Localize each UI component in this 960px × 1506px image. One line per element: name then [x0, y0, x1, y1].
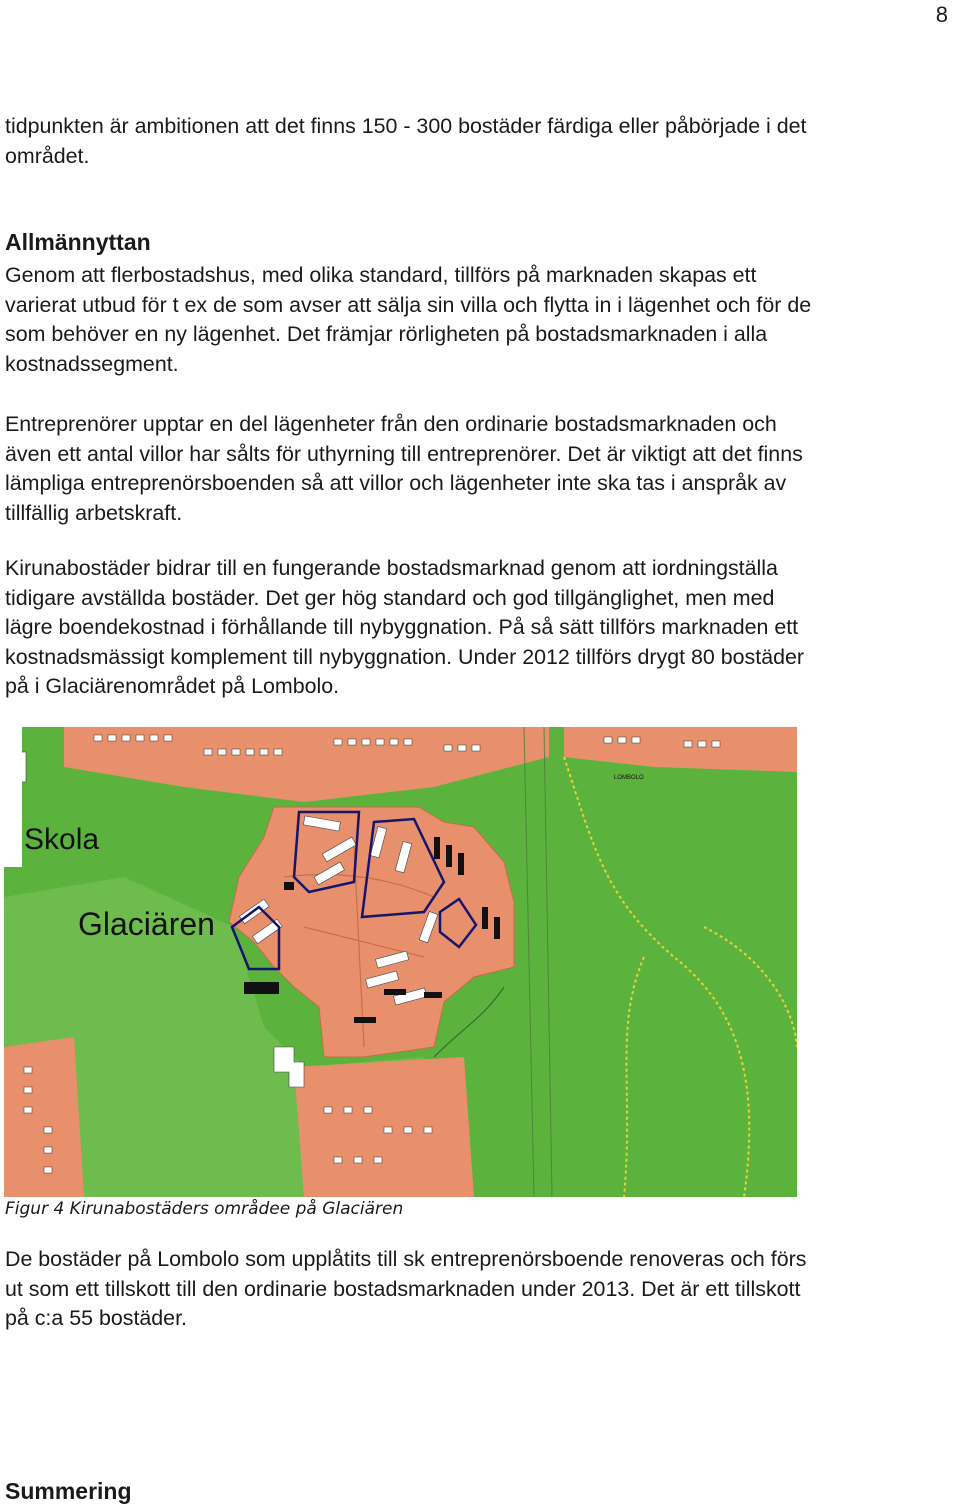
- paragraph-housing-supply: [5, 261, 955, 379]
- map-label-school: Skola: [24, 823, 100, 856]
- text-line: ut som ett tillskott till den ordinarie bostadsmarknaden under 2013. Det är ett tillskott: [5, 1276, 801, 1301]
- map-label-area: Glaciären: [78, 906, 215, 942]
- intro-paragraph: [5, 112, 955, 171]
- text-line: tidpunkten är ambitionen att det finns 150 - 300 bostäder färdiga eller påbörjade i det: [5, 114, 807, 138]
- section-heading: Allmännyttan: [5, 229, 151, 255]
- text-line: kostnadssegment.: [5, 351, 179, 376]
- next-section-heading: Summering: [5, 1478, 132, 1504]
- page-number: 8: [935, 2, 948, 27]
- text-line: kostnadsmässigt komplement till nybyggnation. Under 2012 tillförs drygt 80 bostäder: [5, 644, 805, 669]
- text-line: tidigare avställda bostäder. Det ger hög standard och god tillgänglighet, men med: [5, 585, 775, 610]
- text-line: lägre boendekostnad i förhållande till nybyggnation. På så sätt tillförs marknaden ett: [5, 615, 799, 640]
- map-edge-strip: [4, 727, 22, 867]
- paragraph-contractors: [5, 410, 955, 528]
- paragraph-kirunabostader: [5, 554, 955, 702]
- text-line: Kirunabostäder bidrar till en fungerande bostadsmarknad genom att iordningställa: [5, 556, 778, 580]
- figure-caption: Figur 4 Kirunabostäders områdee på Glaciären: [5, 1199, 404, 1219]
- text-line: lämpliga entreprenörsboenden så att villor och lägenheter inte ska tas i anspråk av: [5, 471, 787, 496]
- map-figure: [4, 727, 797, 1197]
- text-line: varierat utbud för t ex de som avser att sälja sin villa och flytta in i lägenhet och för de: [5, 292, 812, 317]
- text-line: området.: [5, 143, 90, 168]
- closing-paragraph: [5, 1245, 955, 1334]
- text-line: Entreprenörer upptar en del lägenheter från den ordinarie bostadsmarknaden och: [5, 412, 777, 436]
- map-label-small: LOMBOLO: [614, 775, 644, 781]
- text-line: på c:a 55 bostäder.: [5, 1306, 187, 1331]
- map-graphic: [4, 727, 797, 1197]
- text-line: Genom att flerbostadshus, med olika standard, tillförs på marknaden skapas ett: [5, 263, 757, 287]
- text-line: tillfällig arbetskraft.: [5, 500, 183, 525]
- text-line: även ett antal villor har sålts för uthyrning till entreprenörer. Det är viktigt att det finns: [5, 441, 803, 466]
- text-line: som behöver en ny lägenhet. Det främjar rörligheten på bostadsmarknaden i alla: [5, 322, 768, 347]
- text-line: på i Glaciärenområdet på Lombolo.: [5, 674, 340, 699]
- text-line: De bostäder på Lombolo som upplåtits till sk entreprenörsboende renoveras och förs: [5, 1247, 807, 1271]
